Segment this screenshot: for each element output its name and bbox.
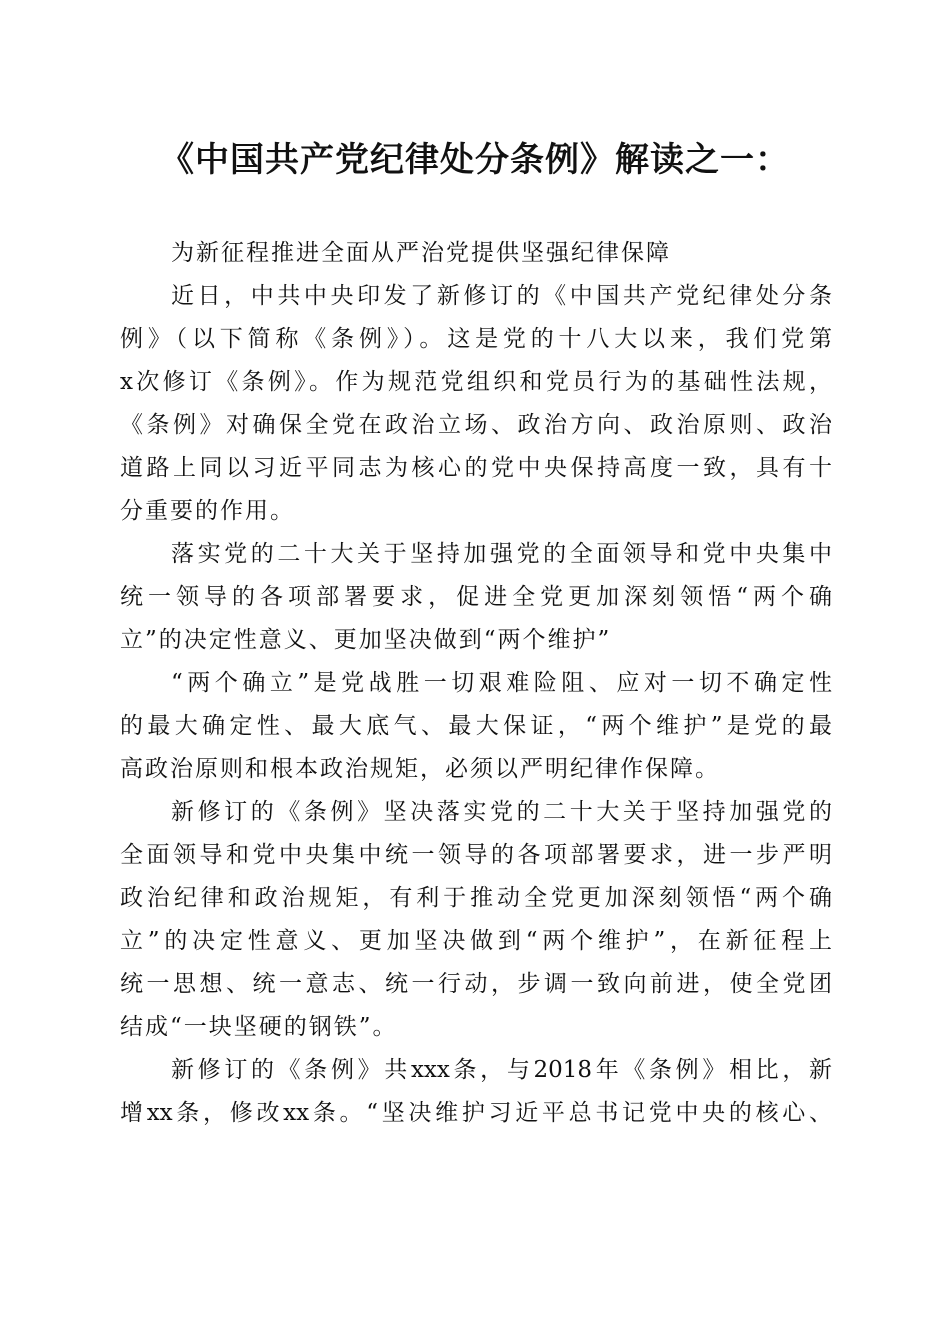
text-line: 《条例》对确保全党在政治立场、政治方向、政治原则、政治 xyxy=(120,412,832,438)
text-line: 统一思想、统一意志、统一行动，步调一致向前进，使全党团 xyxy=(120,971,832,997)
text-line: 分重要的作用。 xyxy=(120,498,295,524)
text-line: 立”的决定性意义、更加坚决做到“两个维护”，在新征程上 xyxy=(120,928,832,954)
text-line: 立”的决定性意义、更加坚决做到“两个维护” xyxy=(120,627,612,653)
text-line: “两个确立”是党战胜一切艰难险阻、应对一切不确定性 xyxy=(171,670,832,696)
text-line: 政治纪律和政治规矩，有利于推动全党更加深刻领悟“两个确 xyxy=(120,885,832,911)
text-line: 的最大确定性、最大底气、最大保证，“两个维护”是党的最 xyxy=(120,713,832,739)
document-subtitle: 为新征程推进全面从严治党提供坚强纪律保障 xyxy=(171,240,671,266)
text-line: 增xx条，修改xx条。“坚决维护习近平总书记党中央的核心、 xyxy=(120,1100,832,1126)
text-line: 新修订的《条例》坚决落实党的二十大关于坚持加强党的 xyxy=(171,799,832,825)
text-line: 道路上同以习近平同志为核心的党中央保持高度一致，具有十 xyxy=(120,455,832,481)
text-line: 统一领导的各项部署要求，促进全党更加深刻领悟“两个确 xyxy=(120,584,832,610)
paragraph xyxy=(120,1049,832,1135)
text-line: 高政治原则和根本政治规矩，必须以严明纪律作保障。 xyxy=(120,756,720,782)
paragraph xyxy=(120,533,832,662)
text-line: 新修订的《条例》共xxx条，与2018年《条例》相比，新 xyxy=(171,1057,832,1083)
text-line: 结成“一块坚硬的钢铁”。 xyxy=(120,1014,398,1040)
document-title: 《中国共产党纪律处分条例》解读之一： xyxy=(160,140,790,180)
document-body xyxy=(120,232,832,1135)
paragraph xyxy=(120,275,832,533)
text-line: 例》（以下简称《条例》）。这是党的十八大以来，我们党第 xyxy=(120,326,832,352)
text-line: x次修订《条例》。作为规范党组织和党员行为的基础性法规， xyxy=(120,369,832,395)
paragraph xyxy=(120,791,832,1049)
text-line: 落实党的二十大关于坚持加强党的全面领导和党中央集中 xyxy=(171,541,832,567)
paragraph xyxy=(120,662,832,791)
text-line: 全面领导和党中央集中统一领导的各项部署要求，进一步严明 xyxy=(120,842,832,868)
text-line: 近日，中共中央印发了新修订的《中国共产党纪律处分条 xyxy=(171,283,832,309)
